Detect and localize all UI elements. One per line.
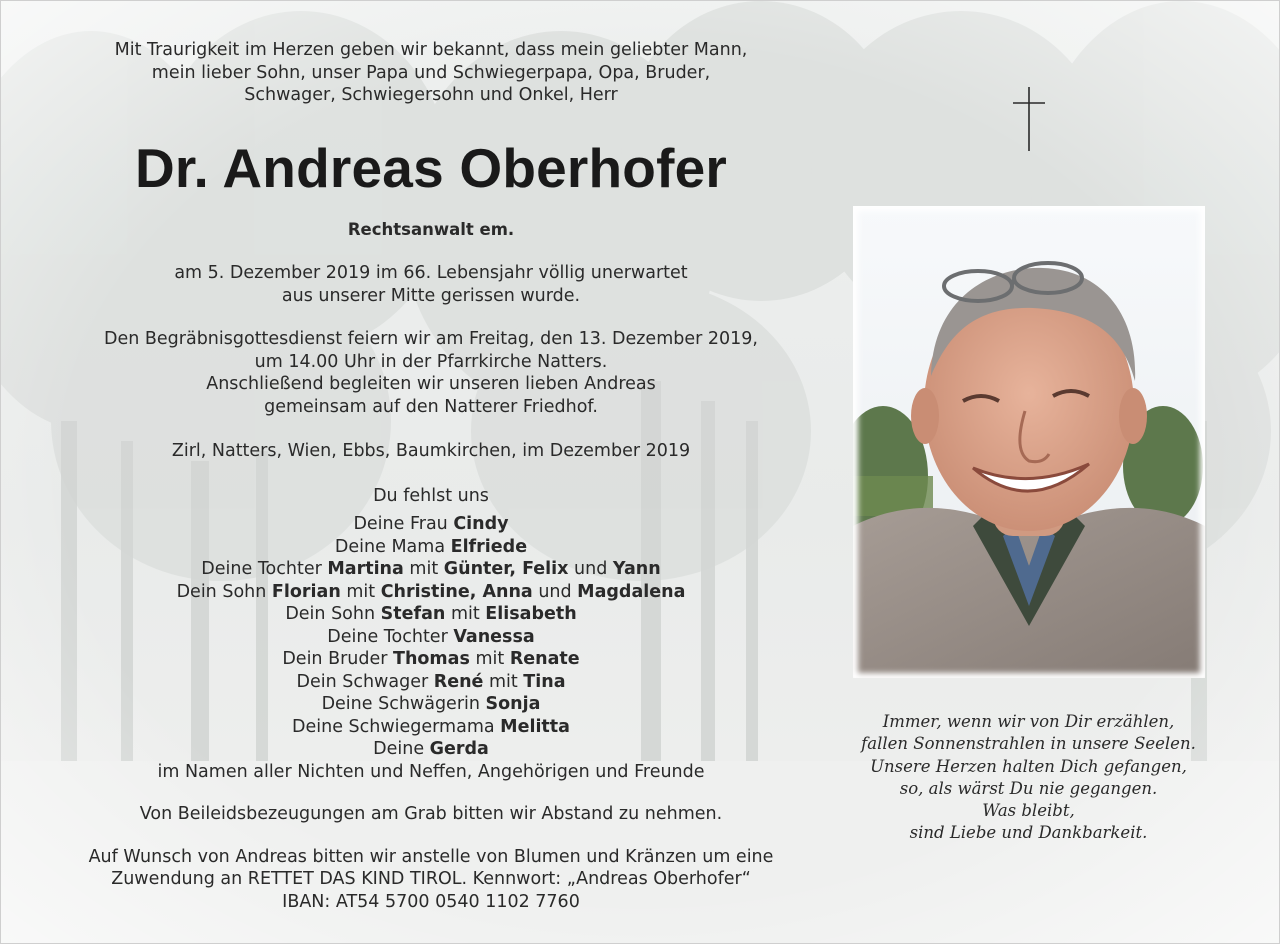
mourner-relation: Deine Schwiegermama (292, 716, 501, 737)
death-notice (81, 262, 781, 307)
mourner-name: Günter, Felix (443, 559, 569, 579)
mourner-name: Christine, Anna (380, 581, 533, 602)
mourner-name: Stefan (380, 604, 446, 624)
mourner-connector: mit (403, 559, 444, 579)
funeral-line: um 14.00 Uhr in der Pfarrkirche Natters. (254, 351, 608, 372)
obituary-text-column (81, 39, 781, 913)
mourner-relation: Dein Bruder (282, 649, 394, 669)
funeral-line: gemeinsam auf den Natterer Friedhof. (264, 396, 598, 417)
funeral-line: Anschließend begleiten wir unseren lieben Andreas (206, 374, 656, 394)
mourner-connector: mit (340, 581, 381, 602)
mourners-list (81, 513, 781, 783)
poem (846, 711, 1211, 845)
intro-text (81, 39, 781, 107)
mourner-line (81, 671, 781, 694)
mourner-line (81, 581, 781, 604)
mourner-relation: Deine Mama (334, 536, 451, 557)
mourner-line (81, 603, 781, 626)
mourner-line (81, 626, 781, 649)
donation-line: Zuwendung an RETTET DAS KIND TIROL. Kennwort: „Andreas Oberhofer“ (111, 869, 751, 889)
mourner-name: Elfriede (450, 536, 528, 557)
death-notice-line: aus unserer Mitte gerissen wurde. (281, 285, 581, 306)
mourner-relation: Deine Schwägerin (321, 694, 486, 714)
mourner-name: Renate (509, 649, 580, 669)
mourner-line (81, 558, 781, 581)
mourner-relation: Dein Sohn (285, 604, 381, 624)
mourner-connector: und (532, 581, 578, 602)
mourner-name: René (433, 671, 484, 692)
mourner-name: Vanessa (453, 626, 535, 647)
mourner-name: Melitta (500, 716, 570, 737)
mourner-closing: im Namen aller Nichten und Neffen, Angehörigen und Freunde (157, 761, 705, 782)
mourner-name: Sonja (485, 694, 541, 714)
intro-line: Mit Traurigkeit im Herzen geben wir bekannt, dass mein geliebter Mann, (114, 40, 748, 60)
mourner-name: Florian (271, 581, 341, 602)
missing-line: Du fehlst uns (373, 485, 489, 506)
mourner-connector: mit (469, 649, 510, 669)
poem-line: so, als wärst Du nie gegangen. (899, 778, 1158, 798)
deceased-name: Dr. Andreas Oberhofer (134, 136, 728, 199)
mourner-name: Martina (327, 559, 404, 579)
mourner-name: Magdalena (577, 581, 686, 602)
mourner-connector: mit (483, 671, 524, 692)
cross-icon (1013, 87, 1045, 151)
mourner-name: Yann (612, 559, 661, 579)
poem-line: Immer, wenn wir von Dir erzählen, (882, 712, 1175, 731)
poem-line: Was bleibt, (982, 801, 1075, 821)
mourner-relation: Dein Schwager (296, 671, 434, 692)
funeral-line: Den Begräbnisgottesdienst feiern wir am Freitag, den 13. Dezember 2019, (104, 329, 758, 349)
mourner-line (81, 693, 781, 716)
mourner-line (81, 536, 781, 559)
mourner-line (81, 761, 781, 784)
mourner-line (81, 738, 781, 761)
mourner-line (81, 513, 781, 536)
intro-line: mein lieber Sohn, unser Papa und Schwiegerpapa, Opa, Bruder, (151, 62, 711, 83)
donation-line: IBAN: AT54 5700 0540 1102 7760 (282, 891, 580, 912)
donation-line: Auf Wunsch von Andreas bitten wir anstelle von Blumen und Kränzen um eine (88, 846, 774, 867)
mourner-connector: und (568, 559, 613, 579)
mourner-line (81, 716, 781, 739)
death-notice-line: am 5. Dezember 2019 im 66. Lebensjahr völlig unerwartet (174, 263, 688, 283)
poem-line: Unsere Herzen halten Dich gefangen, (870, 756, 1187, 776)
place-and-date: Zirl, Natters, Wien, Ebbs, Baumkirchen, im Dezember 2019 (171, 441, 691, 461)
mourner-relation: Deine Frau (353, 514, 454, 534)
poem-line: sind Liebe und Dankbarkeit. (909, 823, 1148, 843)
mourner-name: Gerda (429, 739, 489, 759)
funeral-info (81, 328, 781, 418)
mourner-relation: Deine Tochter (327, 626, 454, 647)
intro-line: Schwager, Schwiegersohn und Onkel, Herr (244, 85, 618, 105)
mourner-name: Tina (523, 671, 566, 692)
mourner-name: Cindy (453, 514, 509, 534)
mourner-relation: Deine (373, 739, 430, 759)
donation-note (81, 846, 781, 914)
mourner-connector: mit (445, 604, 486, 624)
mourner-line (81, 648, 781, 671)
mourner-name: Elisabeth (485, 604, 577, 624)
portrait-photo (853, 206, 1205, 678)
mourner-name: Thomas (393, 649, 470, 669)
profession: Rechtsanwalt em. (347, 219, 515, 239)
mourner-relation: Dein Sohn (176, 581, 272, 602)
poem-line: fallen Sonnenstrahlen in unsere Seelen. (861, 734, 1196, 754)
condolence-note: Von Beileidsbezeugungen am Grab bitten wir Abstand zu nehmen. (139, 804, 723, 824)
mourner-relation: Deine Tochter (201, 559, 328, 579)
